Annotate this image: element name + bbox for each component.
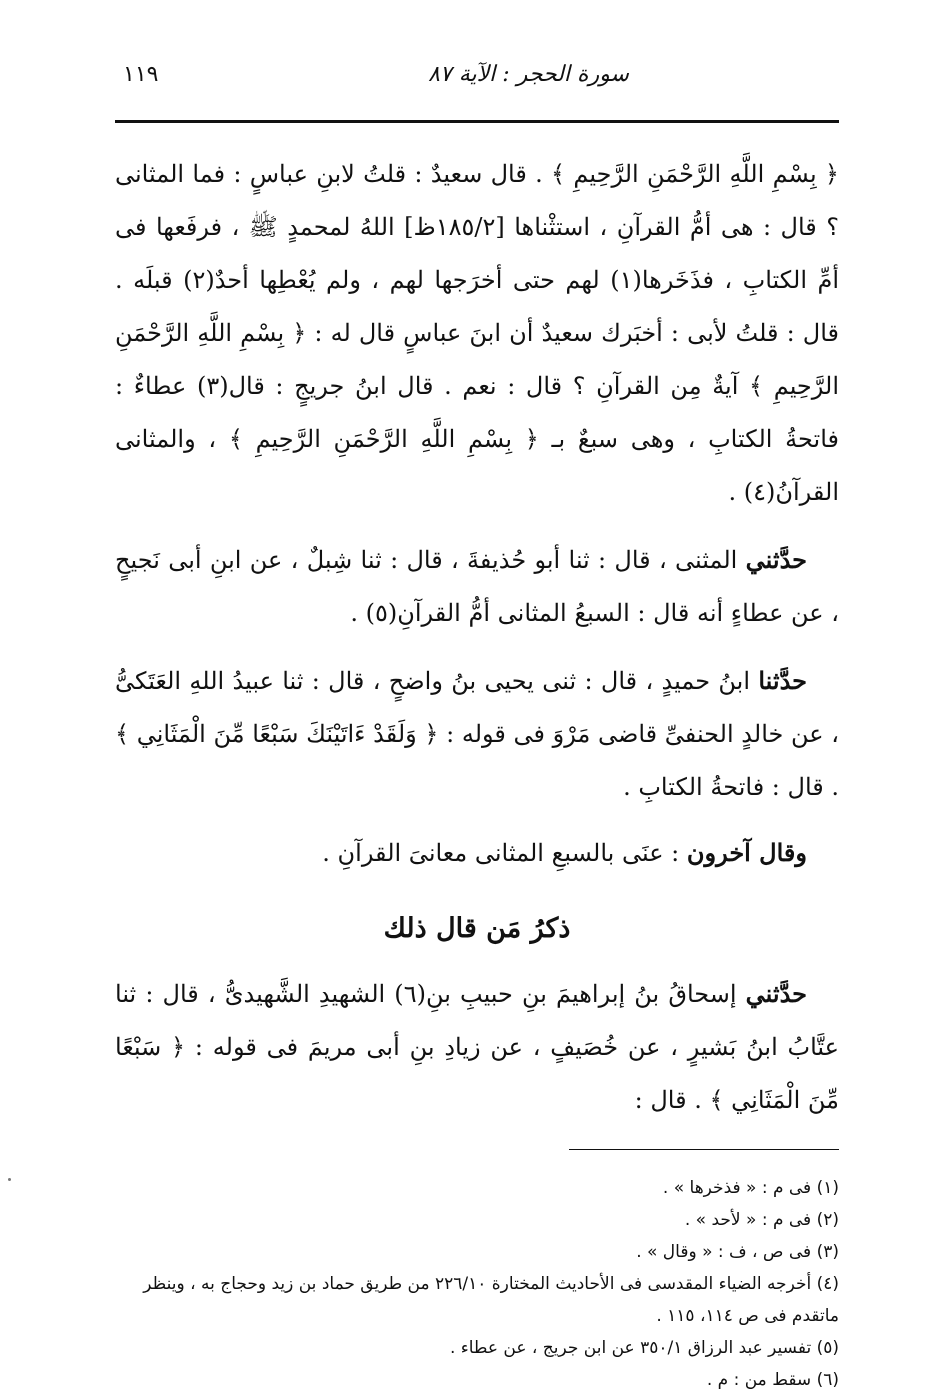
paragraph-3-text: ابنُ حميدٍ ، قال : ثنى يحيى بنُ واضحٍ ، قال : ثنا عبيدُ اللهِ العَتَكىُّ ، عن خالدٍ الحنفىِّ قاضى مَرْوَ فى قوله : ﴿ وَلَقَدْ ءَاتَيْنَكَ سَبْعًا مِّنَ الْمَثَانِي ﴾ . قال : فاتحةُ الكتابِ . [115,667,839,801]
paragraph-4-text: : عنَى بالسبعِ المثانى معانىَ القرآنِ . [322,839,687,867]
footnote-6: (٦) سقط من : م . [706,1370,839,1390]
page-number: ١١٩ [123,62,159,87]
footnote-4: (٤) أخرجه الضياء المقدسى فى الأحاديث المختارة ٢٢٦/١٠ من طريق حماد بن زيد وحجاج به ، وينظر ماتقدم فى ص ١١٤، ١١٥ . [143,1274,839,1326]
scan-speck [8,1178,11,1181]
paragraph-5 [115,967,839,1127]
footnote-rule [569,1149,839,1150]
footnote-3: (٣) فى ص ، ف : « وقال » . [636,1242,839,1262]
paragraph-2-lead: حدَّثني [745,545,807,574]
footnote-5: (٥) تفسير عبد الرزاق ٣٥٠/١ عن ابن جريج ، عن عطاء . [449,1338,839,1358]
footnote-2: (٢) فى م : « لأحد » . [684,1210,839,1230]
paragraph-1-text: ﴿ بِسْمِ اللَّهِ الرَّحْمَنِ الرَّحِيمِ ﴾ . قال سعيدٌ : قلتُ لابنِ عباسٍ : فما المثانى ؟ قال : هى أمُّ القرآنِ ، استثْناها [١٨٥/٢ظ] اللهُ لمحمدٍ ﷺ ، فرفَعها فى أمِّ الكتابِ ، فذَخَرها(١) لهم حتى أخرَجها لهم ، ولم يُعْطِها أحدٌ(٢) قبلَه . قال : قلتُ لأبى : أخبَرك سعيدٌ أن ابنَ عباسٍ قال له : ﴿ بِسْمِ اللَّهِ الرَّحْمَنِ الرَّحِيمِ ﴾ آيةٌ مِن القرآنِ ؟ قال : نعم . قال ابنُ جريجٍ : قال(٣) عطاءٌ : فاتحةُ الكتابِ ، وهى سبعٌ بـ ﴿ بِسْمِ اللَّهِ الرَّحْمَنِ الرَّحِيمِ ﴾ ، والمثانى القرآنُ(٤) . [115,160,839,506]
book-page [115,62,839,1390]
main-text [115,147,839,1127]
paragraph-3-lead: حدَّثنا [758,666,807,695]
paragraph-2-text: المثنى ، قال : ثنا أبو حُذيفةَ ، قال : ثنا شِبلٌ ، عن ابنِ أبى نَجيحٍ ، عن عطاءٍ أنه قال : السبعُ المثانى أمُّ القرآنِ(٥) . [115,546,839,627]
paragraph-4-lead: وقال آخرون [686,838,807,867]
paragraph-4 [115,826,839,880]
header-rule [115,120,839,123]
paragraph-5-lead: حدَّثني [745,979,808,1008]
footnote-1: (١) فى م : « فذخرها » . [662,1178,839,1198]
section-heading: ذكرُ مَن قال ذلك [383,913,571,944]
paragraph-2 [115,533,839,640]
header-title: سورة الحجر : الآية ٨٧ [428,62,629,87]
paragraph-5-text: إسحاقُ بنُ إبراهيمَ بنِ حبيبِ بنِ(٦) الشهيدِ الشَّهيدىُّ ، قال : ثنا عتَّابُ ابنُ بَشيرٍ ، عن خُصَيفٍ ، عن زيادِ بنِ أبى مريمَ فى قوله : ﴿ سَبْعًا مِّنَ الْمَثَانِي ﴾ . قال : [115,980,839,1114]
paragraph-1 [115,147,839,519]
paragraph-3 [115,654,839,814]
running-header [115,62,839,112]
footnotes [115,1172,839,1396]
